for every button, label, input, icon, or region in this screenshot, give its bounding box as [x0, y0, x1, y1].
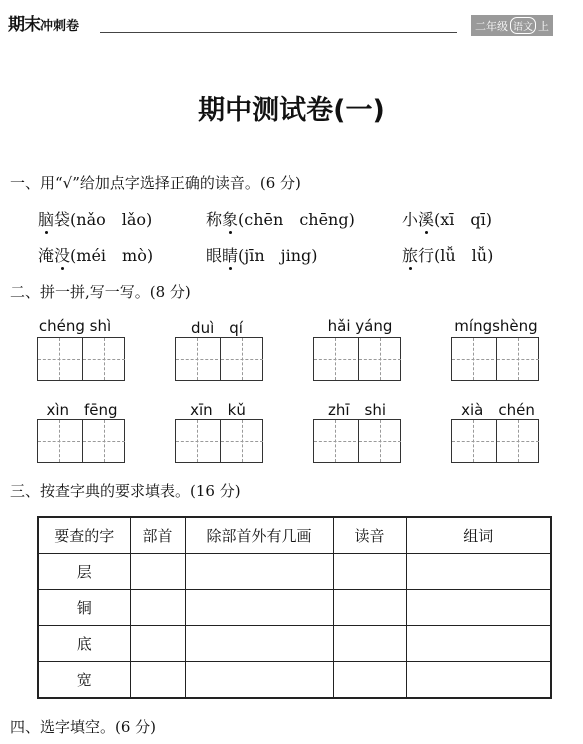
- table-row: [38, 554, 551, 590]
- answer-cell[interactable]: [333, 626, 406, 662]
- pinyin-label: zhī shi: [327, 401, 387, 419]
- subject-badge: 语文: [510, 17, 536, 34]
- page-header: [8, 10, 553, 36]
- answer-cell[interactable]: [406, 554, 551, 590]
- answer-cell[interactable]: [130, 554, 185, 590]
- answer-cell[interactable]: [185, 590, 333, 626]
- writing-grid[interactable]: [175, 337, 263, 381]
- column-header: 组词: [406, 517, 551, 554]
- answer-cell[interactable]: [130, 626, 185, 662]
- pinyin-label: xīn kǔ: [190, 401, 246, 419]
- writing-grid[interactable]: [37, 419, 125, 463]
- q1-item: 眼睛(jīn jing): [206, 246, 318, 265]
- question-1-label: 一、用“√”给加点字选择正确的读音。(6 分): [10, 174, 301, 192]
- q1-item: 脑袋(nǎo lǎo): [38, 210, 153, 229]
- column-header: 要查的字: [38, 517, 130, 554]
- q1-item: 旅行(lǚ lǚ): [402, 246, 494, 265]
- dotted-char: 象: [222, 210, 239, 229]
- lookup-char: 层: [38, 554, 130, 590]
- dotted-char: 没: [54, 246, 71, 265]
- answer-cell[interactable]: [130, 590, 185, 626]
- header-rule: [100, 32, 457, 33]
- answer-cell[interactable]: [185, 554, 333, 590]
- writing-grid[interactable]: [175, 419, 263, 463]
- answer-cell[interactable]: [185, 626, 333, 662]
- pinyin-label: míngshèng: [454, 317, 538, 335]
- grade-label: 二年级 语文 上: [471, 15, 553, 36]
- q1-item: 称象(chēn chēng): [206, 210, 355, 229]
- pinyin-label: xià chén: [461, 401, 535, 419]
- brand-logo: 期末冲刺卷: [8, 15, 80, 35]
- writing-grid[interactable]: [313, 419, 401, 463]
- writing-grid[interactable]: [37, 337, 125, 381]
- answer-cell[interactable]: [406, 626, 551, 662]
- question-3-label: 三、按查字典的要求填表。(16 分): [10, 482, 241, 500]
- page-title: 期中测试卷(一): [198, 95, 385, 126]
- writing-grid[interactable]: [451, 419, 539, 463]
- writing-grid[interactable]: [313, 337, 401, 381]
- table-row: [38, 626, 551, 662]
- q1-item: 小溪(xī qī): [402, 210, 493, 229]
- lookup-char: 宽: [38, 662, 130, 699]
- dotted-char: 睛: [222, 246, 239, 265]
- answer-cell[interactable]: [130, 662, 185, 699]
- answer-cell[interactable]: [185, 662, 333, 699]
- column-header: 除部首外有几画: [185, 517, 333, 554]
- answer-cell[interactable]: [333, 590, 406, 626]
- question-4-label: 四、选字填空。(6 分): [10, 718, 157, 736]
- writing-grid[interactable]: [451, 337, 539, 381]
- table-row: [38, 662, 551, 699]
- question-2-label: 二、拼一拼,写一写。(8 分): [10, 283, 191, 301]
- answer-cell[interactable]: [406, 590, 551, 626]
- pinyin-label: hǎi yáng: [327, 317, 393, 335]
- dictionary-table: [37, 516, 552, 699]
- answer-cell[interactable]: [333, 554, 406, 590]
- pinyin-label: xìn fēng: [46, 401, 118, 419]
- dotted-char: 旅: [402, 246, 419, 265]
- dotted-char: 溪: [418, 210, 435, 229]
- table-row: [38, 590, 551, 626]
- column-header: 读音: [333, 517, 406, 554]
- dotted-char: 脑: [38, 210, 55, 229]
- pinyin-label: chéng shì: [38, 317, 112, 335]
- column-header: 部首: [130, 517, 185, 554]
- answer-cell[interactable]: [333, 662, 406, 699]
- answer-cell[interactable]: [406, 662, 551, 699]
- table-header-row: [38, 517, 551, 554]
- lookup-char: 底: [38, 626, 130, 662]
- q1-item: 淹没(méi mò): [38, 246, 154, 265]
- pinyin-label: duì qí: [191, 319, 243, 337]
- lookup-char: 铜: [38, 590, 130, 626]
